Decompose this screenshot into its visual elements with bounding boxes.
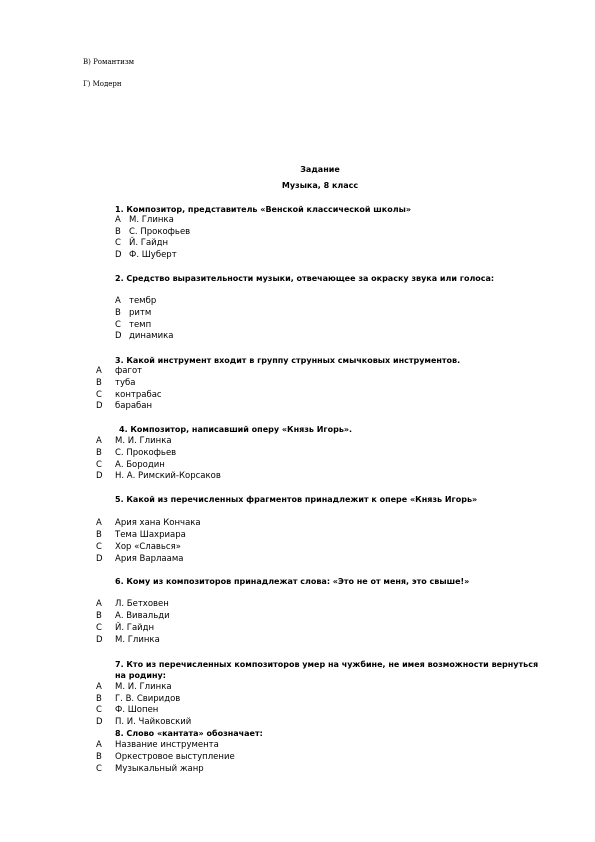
option-text: Г. В. Свиридов xyxy=(115,694,181,704)
question-title: 7. Кто из перечисленных композиторов умер на чужбине, не имея возможности вернуться на родину: xyxy=(115,660,539,680)
question-title: 8. Слово «кантата» обозначает: xyxy=(115,729,263,738)
option-text: Й. Гайдн xyxy=(129,238,169,248)
answer-option-modern: Г) Модерн xyxy=(83,80,122,88)
option-text: туба xyxy=(115,378,136,388)
option-letter: С xyxy=(96,542,102,552)
option-letter: В xyxy=(115,308,121,318)
question-title: 4. Композитор, написавший оперу «Князь Игорь». xyxy=(119,425,353,434)
option-letter: А xyxy=(115,215,121,225)
option-letter: С xyxy=(115,238,121,248)
page-title: Задание xyxy=(300,165,340,174)
question-title: 2. Средство выразительности музыки, отвечающее за окраску звука или голоса: xyxy=(115,274,495,283)
option-letter: D xyxy=(96,635,103,645)
option-text: Ф. Шопен xyxy=(115,705,159,715)
answer-option-romanticism: В) Романтизм xyxy=(83,58,135,66)
option-text: Хор «Славься» xyxy=(115,542,181,552)
question-title: 5. Какой из перечисленных фрагментов принадлежит к опере «Князь Игорь» xyxy=(115,495,478,504)
option-letter: А xyxy=(96,436,102,446)
option-letter: В xyxy=(96,611,102,621)
option-letter: D xyxy=(96,554,103,564)
option-letter: В xyxy=(96,448,102,458)
option-text: Ф. Шуберт xyxy=(129,250,177,260)
option-letter: В xyxy=(96,694,102,704)
option-text: Ария хана Кончака xyxy=(115,518,201,528)
option-text: фагот xyxy=(115,366,143,376)
option-letter: А xyxy=(96,599,102,609)
option-letter: А xyxy=(96,682,102,692)
option-text: Ария Варлаама xyxy=(115,554,184,564)
option-text: ритм xyxy=(129,308,152,318)
option-letter: D xyxy=(96,717,103,727)
option-text: С. Прокофьев xyxy=(115,448,177,458)
option-text: контрабас xyxy=(115,390,162,400)
option-text: Оркестровое выступление xyxy=(115,752,235,762)
option-text: темп xyxy=(129,320,152,330)
option-letter: А xyxy=(96,366,102,376)
option-text: Музыкальный жанр xyxy=(115,764,204,774)
option-letter: С xyxy=(96,705,102,715)
option-letter: С xyxy=(96,390,102,400)
option-letter: В xyxy=(96,752,102,762)
option-letter: С xyxy=(115,320,121,330)
option-text: Й. Гайдн xyxy=(115,623,155,633)
option-letter: С xyxy=(96,460,102,470)
question-title: 1. Композитор, представитель «Венской классической школы» xyxy=(115,205,411,214)
question-title: 6. Кому из композиторов принадлежат слова: «Это не от меня, это свыше!» xyxy=(115,577,470,586)
option-text: Н. А. Римский-Корсаков xyxy=(115,471,221,481)
option-letter: В xyxy=(96,378,102,388)
option-letter: С xyxy=(96,764,102,774)
option-text: М. Глинка xyxy=(115,635,160,645)
option-text: Название инструмента xyxy=(115,740,219,750)
page-subtitle: Музыка, 8 класс xyxy=(281,181,359,190)
option-letter: D xyxy=(96,401,103,411)
option-text: М. И. Глинка xyxy=(115,682,172,692)
option-text: М. И. Глинка xyxy=(115,436,172,446)
option-text: Тема Шахриара xyxy=(115,530,186,540)
option-text: П. И. Чайковский xyxy=(115,717,192,727)
option-letter: А xyxy=(96,740,102,750)
option-text: тембр xyxy=(129,296,157,306)
option-letter: D xyxy=(115,331,122,341)
option-letter: А xyxy=(115,296,121,306)
option-letter: А xyxy=(96,518,102,528)
option-letter: С xyxy=(96,623,102,633)
question-title: 3. Какой инструмент входит в группу струнных смычковых инструментов. xyxy=(115,356,461,365)
option-text: динамика xyxy=(129,331,174,341)
option-letter: D xyxy=(96,471,103,481)
option-text: барабан xyxy=(115,401,153,411)
option-letter: D xyxy=(115,250,122,260)
option-text: С. Прокофьев xyxy=(129,227,191,237)
option-text: А. Бородин xyxy=(115,460,165,470)
option-text: М. Глинка xyxy=(129,215,174,225)
option-letter: В xyxy=(96,530,102,540)
option-text: А. Вивальди xyxy=(115,611,170,621)
option-text: Л. Бетховен xyxy=(115,599,169,609)
option-letter: В xyxy=(115,227,121,237)
